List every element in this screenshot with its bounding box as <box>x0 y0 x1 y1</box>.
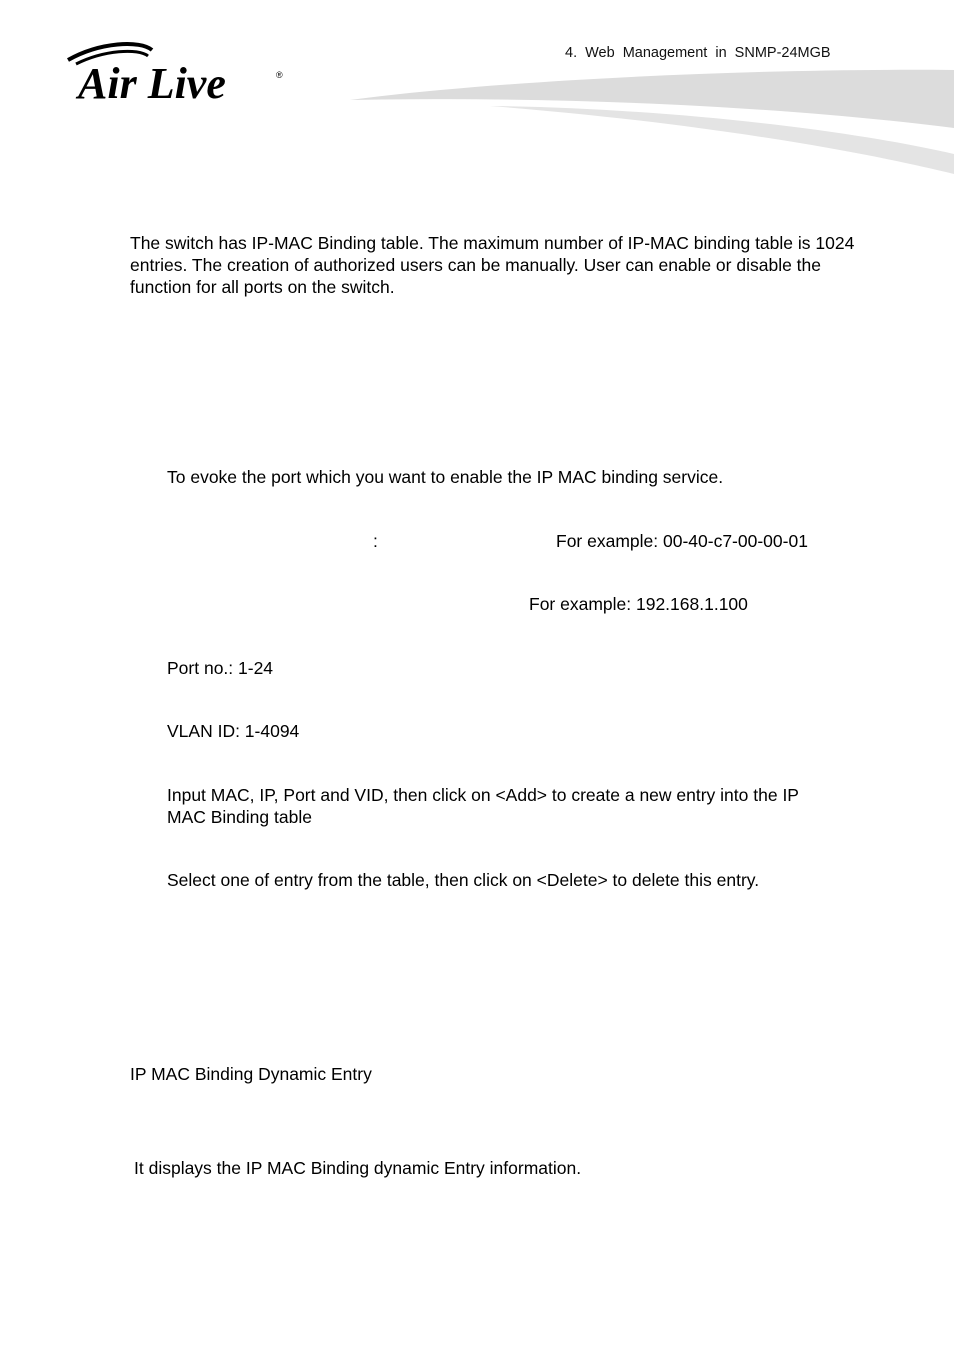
section-title: 4. Web Management in SNMP-24MGB <box>565 45 831 61</box>
add-description-line2: MAC Binding table <box>167 807 312 827</box>
logo-wordmark: Air Live <box>78 59 226 108</box>
ip-address-example: For example: 192.168.1.100 <box>529 594 748 614</box>
intro-paragraph: The switch has IP-MAC Binding table. The maximum number of IP-MAC binding table is 1024 entries. The creation of authorized users can be manually. User can enable or disable the function for all ports on the switch. <box>130 233 855 297</box>
add-description-line1: Input MAC, IP, Port and VID, then click on <Add> to create a new entry into the IP <box>167 785 799 805</box>
airlive-logo <box>60 38 290 110</box>
mac-address-example: For example: 00-40-c7-00-00-01 <box>556 531 808 551</box>
dynamic-entry-heading: IP MAC Binding Dynamic Entry <box>130 1064 372 1084</box>
vlan-id-range: VLAN ID: 1-4094 <box>167 721 300 741</box>
evoke-port-description: To evoke the port which you want to enable the IP MAC binding service. <box>167 467 724 487</box>
header-swoosh-decoration <box>340 62 954 182</box>
port-no-range: Port no.: 1-24 <box>167 658 274 678</box>
mac-address-colon: : <box>373 531 378 551</box>
dynamic-entry-description: It displays the IP MAC Binding dynamic Entry information. <box>134 1158 582 1178</box>
delete-description: Select one of entry from the table, then click on <Delete> to delete this entry. <box>167 870 760 890</box>
registered-mark: ® <box>276 70 283 80</box>
